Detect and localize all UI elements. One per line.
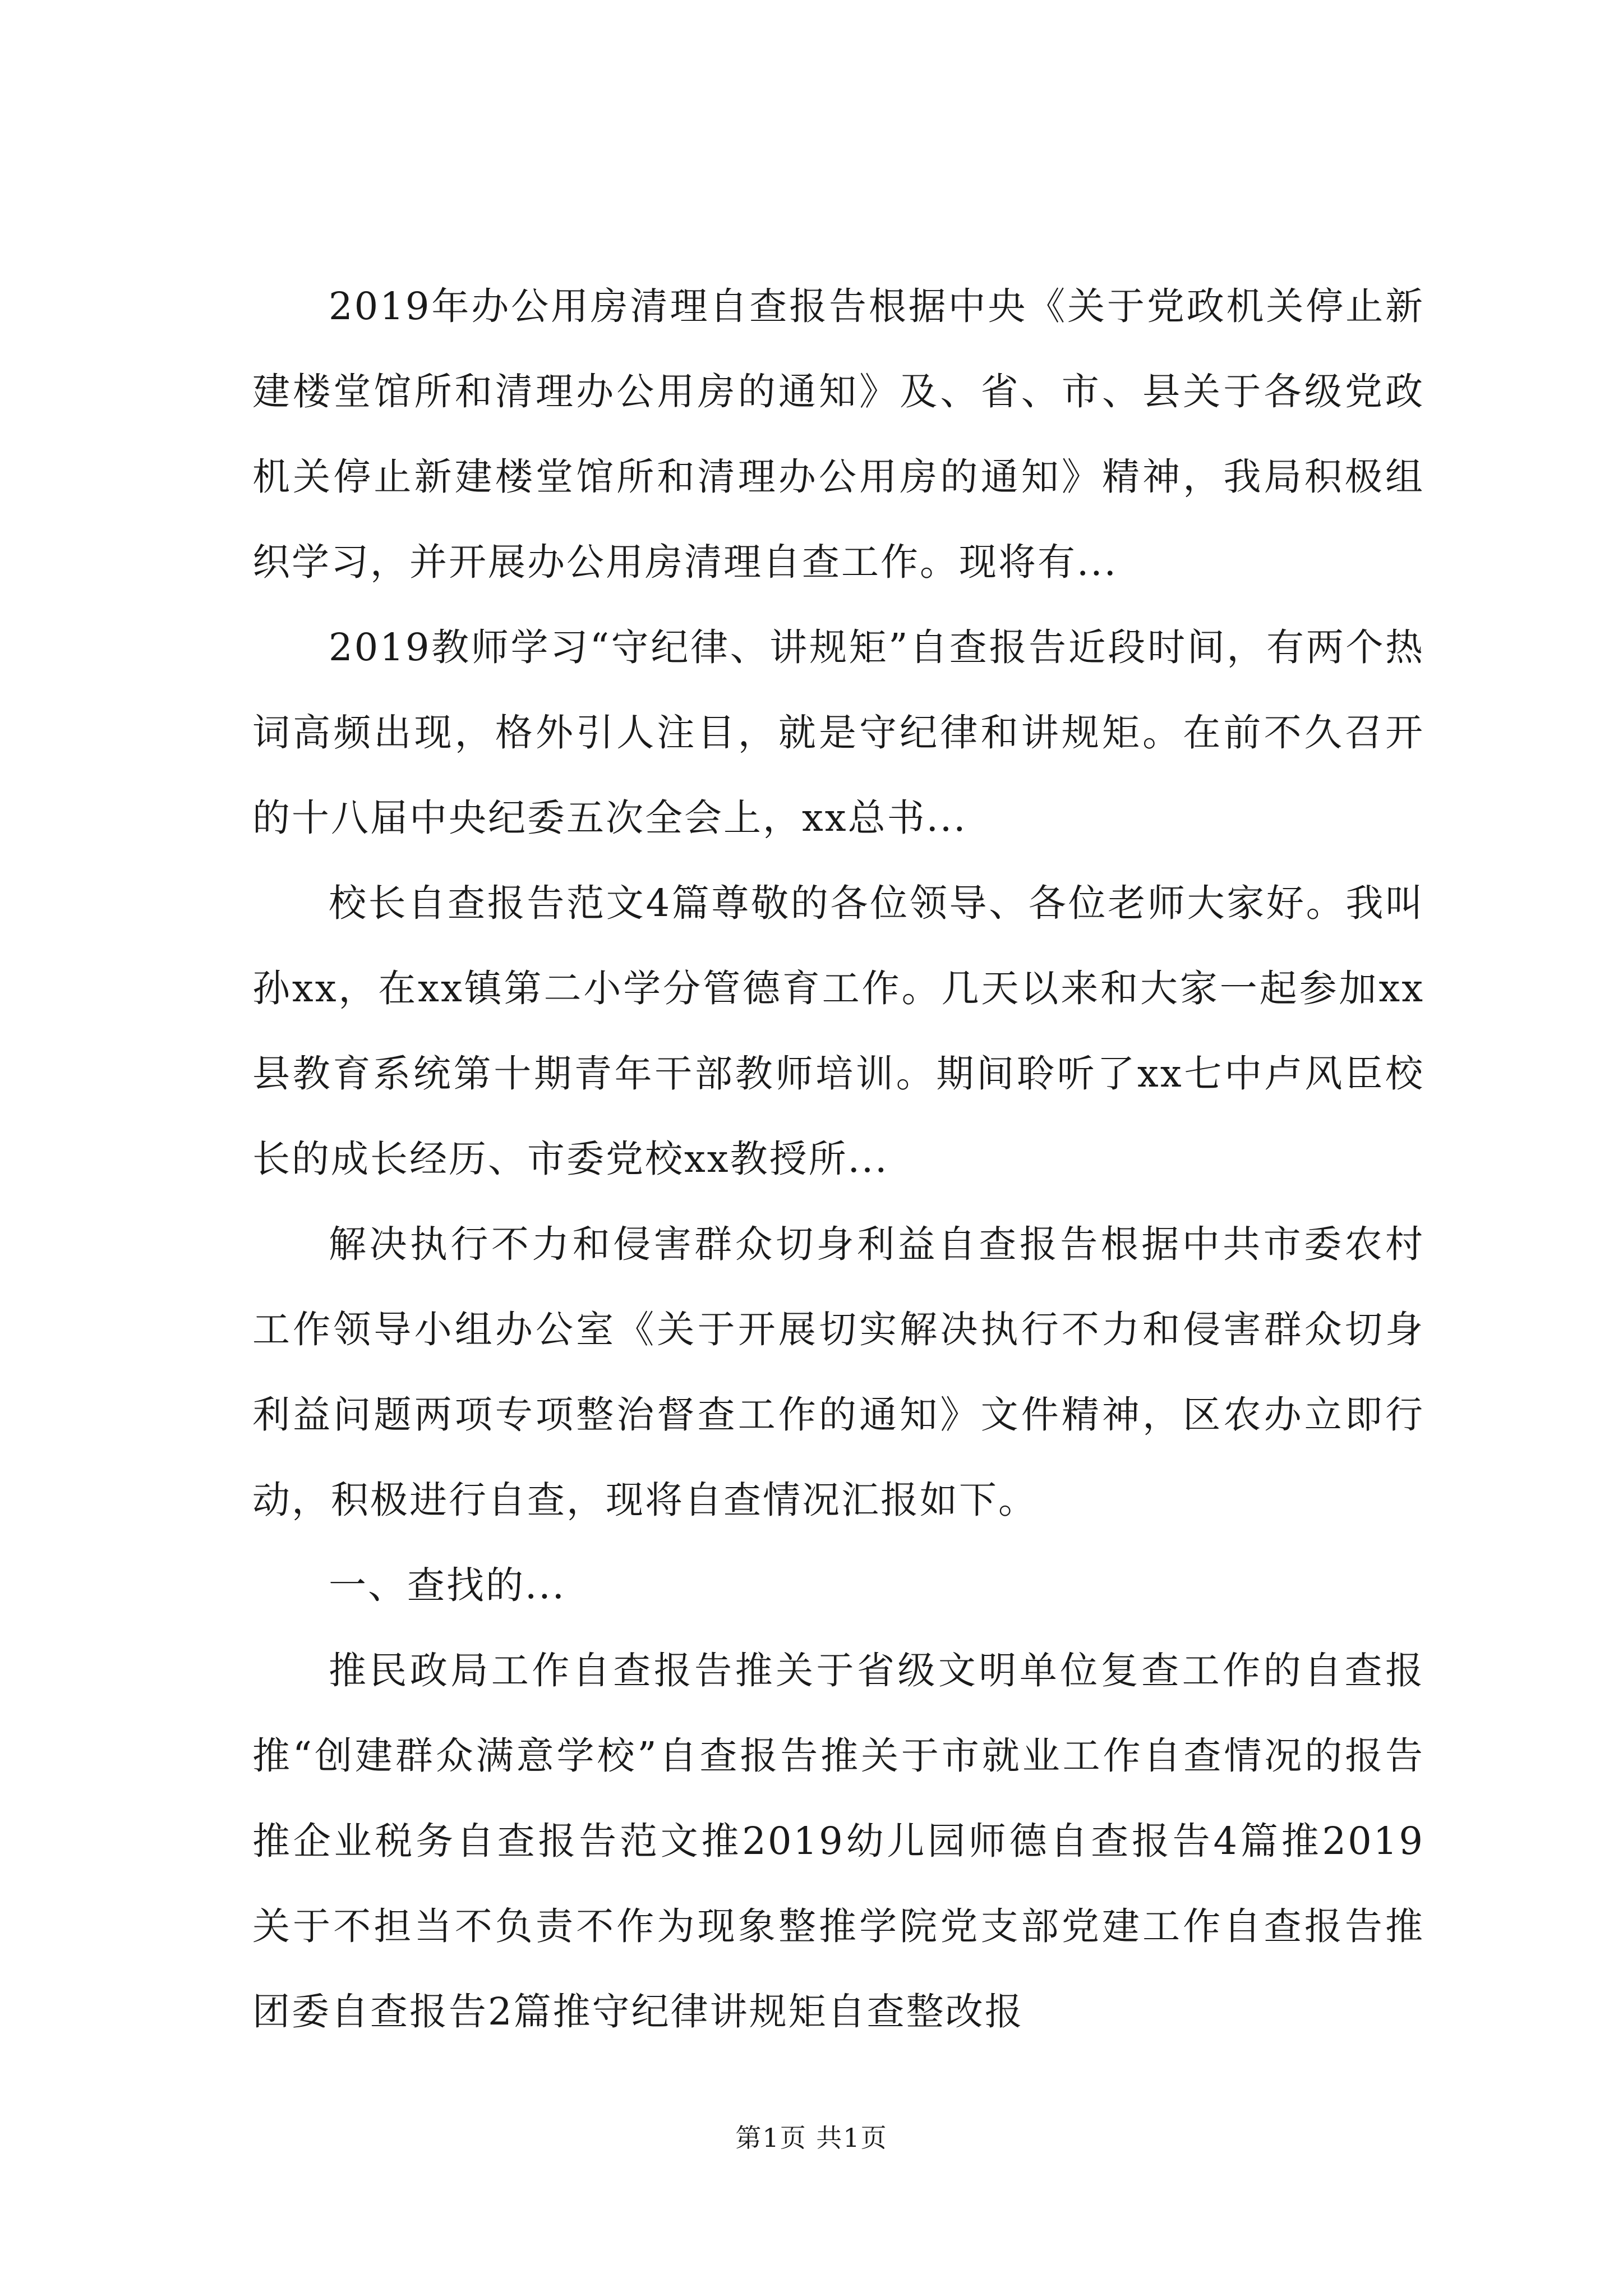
document-body xyxy=(252,264,1424,2054)
paragraph-recommended-list: 推民政局工作自查报告推关于省级文明单位复查工作的自查报推“创建群众满意学校”自查报告推关于市就业工作自查情况的报告推企业税务自查报告范文推2019幼儿园师德自查报告4篇推2019关于不担当不负责不作为现象整推学院党支部党建工作自查报告推团委自查报告2篇推守纪律讲规矩自查整改报 xyxy=(252,1649,1424,2033)
paragraph-principal-report: 校长自查报告范文4篇尊敬的各位领导、各位老师大家好。我叫孙xx，在xx镇第二小学分管德育工作。几天以来和大家一起参加xx县教育系统第十期青年干部教师培训。期间聆听了xx七中卢风臣校长的成长经历、市委党校xx教授所... xyxy=(252,881,1424,1181)
paragraph-enforcement-report: 解决执行不力和侵害群众切身利益自查报告根据中共市委农村工作领导小组办公室《关于开展切实解决执行不力和侵害群众切身利益问题两项专项整治督查工作的通知》文件精神，区农办立即行动，积极进行自查，现将自查情况汇报如下。 xyxy=(252,1222,1424,1522)
paragraph-section-heading: 一、查找的... xyxy=(329,1563,566,1607)
paragraph-office-space-report: 2019年办公用房清理自查报告根据中央《关于党政机关停止新建楼堂馆所和清理办公用房的通知》及、省、市、县关于各级党政机关停止新建楼堂馆所和清理办公用房的通知》精神，我局积极组织学习，并开展办公用房清理自查工作。现将有... xyxy=(252,284,1424,584)
page-number-footer: 第1页 共1页 xyxy=(735,2123,888,2153)
paragraph-teacher-discipline-report: 2019教师学习“守纪律、讲规矩”自查报告近段时间，有两个热词高频出现，格外引人注目，就是守纪律和讲规矩。在前不久召开的十八届中央纪委五次全会上，xx总书... xyxy=(252,625,1424,840)
